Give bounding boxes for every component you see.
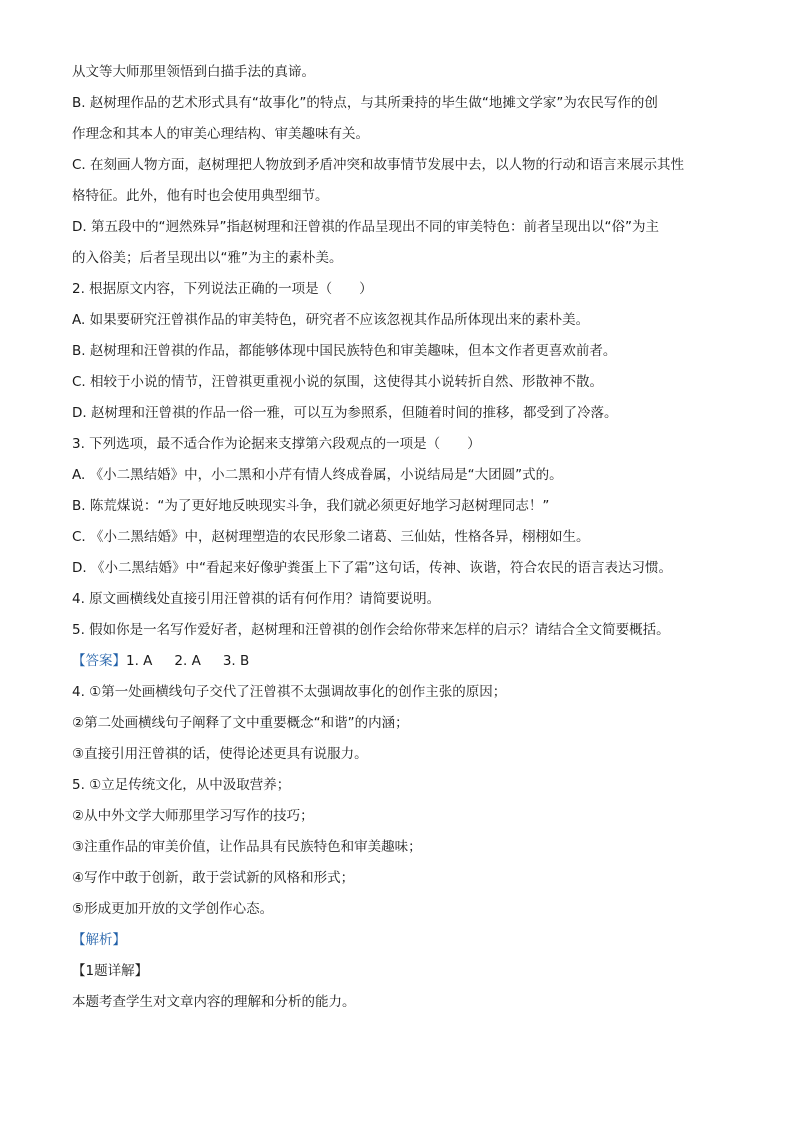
answer-5-point-4: ④写作中敢于创新，敢于尝试新的风格和形式； — [72, 870, 355, 886]
question-3: 3. 下列选项，最不适合作为论据来支撑第六段观点的一项是（ ） — [72, 436, 481, 452]
answer-item: 1. A — [126, 653, 153, 669]
analysis-tag: 【解析】 — [72, 932, 126, 948]
answer-tag: 【答案】 — [72, 653, 126, 669]
q3-option-b: B. 陈荒煤说：“为了更好地反映现实斗争，我们就必须更好地学习赵树理同志！” — [72, 498, 550, 514]
text-line: 从文等大师那里领悟到白描手法的真谛。 — [72, 64, 315, 80]
q3-option-d: D. 《小二黑结婚》中“看起来好像驴粪蛋上下了霜”这句话，传神、诙谐，符合农民的语言表达习惯。 — [72, 560, 672, 576]
answer-5-point-1: 5. ①立足传统文化，从中汲取营养； — [72, 777, 291, 793]
answer-line — [72, 651, 722, 671]
answer-item: 3. B — [222, 653, 250, 669]
question-5: 5. 假如你是一名写作爱好者，赵树理和汪曾祺的创作会给你带来怎样的启示？请结合全文简要概括。 — [72, 622, 670, 638]
q2-option-c: C. 相较于小说的情节，汪曾祺更重视小说的氛围，这使得其小说转折自然、形散神不散。 — [72, 374, 604, 390]
q2-option-d: D. 赵树理和汪曾祺的作品一俗一雅，可以互为参照系，但随着时间的推移，都受到了冷落。 — [72, 405, 618, 421]
q2-option-a: A. 如果要研究汪曾祺作品的审美特色，研究者不应该忽视其作品所体现出来的素朴美。 — [72, 312, 590, 328]
option-b-line-1: B. 赵树理作品的艺术形式具有“故事化”的特点，与其所秉持的毕生做“地摊文学家”为农民写作的创 — [72, 95, 658, 111]
q3-option-a: A. 《小二黑结婚》中，小二黑和小芹有情人终成眷属，小说结局是“大团圆”式的。 — [72, 467, 563, 483]
option-b-line-2: 作理念和其本人的审美心理结构、审美趣味有关。 — [72, 126, 369, 142]
analysis-text: 本题考查学生对文章内容的理解和分析的能力。 — [72, 994, 356, 1010]
question-4: 4. 原文画横线处直接引用汪曾祺的话有何作用？请简要说明。 — [72, 591, 441, 607]
q2-option-b: B. 赵树理和汪曾祺的作品，都能够体现中国民族特色和审美趣味，但本文作者更喜欢前者。 — [72, 343, 617, 359]
option-d-line-1: D. 第五段中的“迥然殊异”指赵树理和汪曾祺的作品呈现出不同的审美特色：前者呈现出以“俗”为主 — [72, 219, 659, 235]
question-2: 2. 根据原文内容，下列说法正确的一项是（ ） — [72, 281, 373, 297]
q3-option-c: C. 《小二黑结婚》中，赵树理塑造的农民形象二诸葛、三仙姑，性格各异，栩栩如生。 — [72, 529, 590, 545]
answer-5-point-3: ③注重作品的审美价值，让作品具有民族特色和审美趣味； — [72, 839, 422, 855]
answer-4-point-1: 4. ①第一处画横线句子交代了汪曾祺不太强调故事化的创作主张的原因； — [72, 684, 507, 700]
answer-item: 2. A — [174, 653, 201, 669]
option-c-line-2: 格特征。此外，他有时也会使用典型细节。 — [72, 188, 329, 204]
option-c-line-1: C. 在刻画人物方面，赵树理把人物放到矛盾冲突和故事情节发展中去，以人物的行动和语言来展示其性 — [72, 157, 685, 173]
document-page — [72, 62, 722, 1023]
option-d-line-2: 的入俗美；后者呈现出以“雅”为主的素朴美。 — [72, 250, 343, 266]
answer-5-point-5: ⑤形成更加开放的文学创作心态。 — [72, 901, 274, 917]
answer-4-point-3: ③直接引用汪曾祺的话，使得论述更具有说服力。 — [72, 746, 368, 762]
answer-5-point-2: ②从中外文学大师那里学习写作的技巧； — [72, 808, 314, 824]
answer-4-point-2: ②第二处画横线句子阐释了文中重要概念“和谐”的内涵； — [72, 715, 409, 731]
detail-tag: 【1题详解】 — [72, 963, 149, 979]
